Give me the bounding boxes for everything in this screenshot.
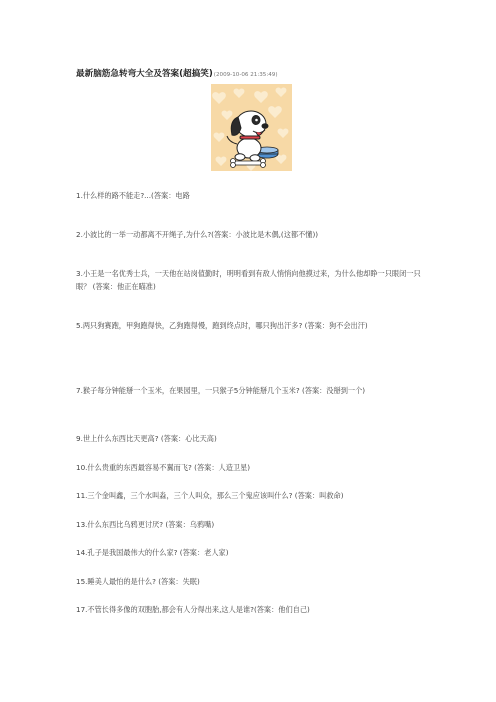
riddle-item-14: 14.孔子是我国最伟大的什么家? (答案：老人家) xyxy=(76,548,229,557)
riddle-item-3: 3.小王是一名优秀士兵，一天他在站岗值勤时，明明看到有敌人悄悄向他摸过来，为什么他却睁一只眼闭一只眼？ (答案：他正在瞄准) xyxy=(76,269,421,291)
riddle-item-2: 2.小波比的一举一动都离不开绳子,为什么?(答案：小波比是木偶,(这都不懂)) xyxy=(76,230,319,239)
riddle-item-9: 9.世上什么东西比天更高? (答案：心比天高) xyxy=(76,434,217,443)
riddle-item-5: 5.两只狗赛跑，甲狗跑得快，乙狗跑得慢，跑到终点时，哪只狗出汗多? (答案：狗不会出汗) xyxy=(76,321,368,330)
riddle-item-17: 17.不管长得多像的双胞胎,都会有人分得出来,这人是谁?(答案：他们自己) xyxy=(76,605,310,614)
cartoon-dog-with-bone-icon xyxy=(211,84,292,171)
document-header xyxy=(76,61,476,80)
document-title: 最新脑筋急转弯大全及答案(超搞笑) xyxy=(76,69,213,79)
riddle-item-10: 10.什么贵重的东西最容易不翼而飞? (答案：人造卫星) xyxy=(76,463,251,472)
riddle-item-11: 11.三个金叫鑫，三个水叫淼，三个人叫众，那么三个鬼应该叫什么? (答案：叫救命) xyxy=(76,491,344,500)
riddle-item-7: 7.猴子每分钟能掰一个玉米，在果园里，一只猴子5分钟能掰几个玉米? (答案：没掰到一个) xyxy=(76,386,366,395)
riddle-item-13: 13.什么东西比乌鸦更讨厌? (答案：乌鸦嘴) xyxy=(76,520,215,529)
post-timestamp: (2009-10-06 21:35:49) xyxy=(213,72,278,78)
riddle-item-1: 1.什么样的路不能走?...(答案：电路 xyxy=(76,191,190,200)
riddle-item-15: 15.睡美人最怕的是什么? (答案：失眠) xyxy=(76,577,200,586)
